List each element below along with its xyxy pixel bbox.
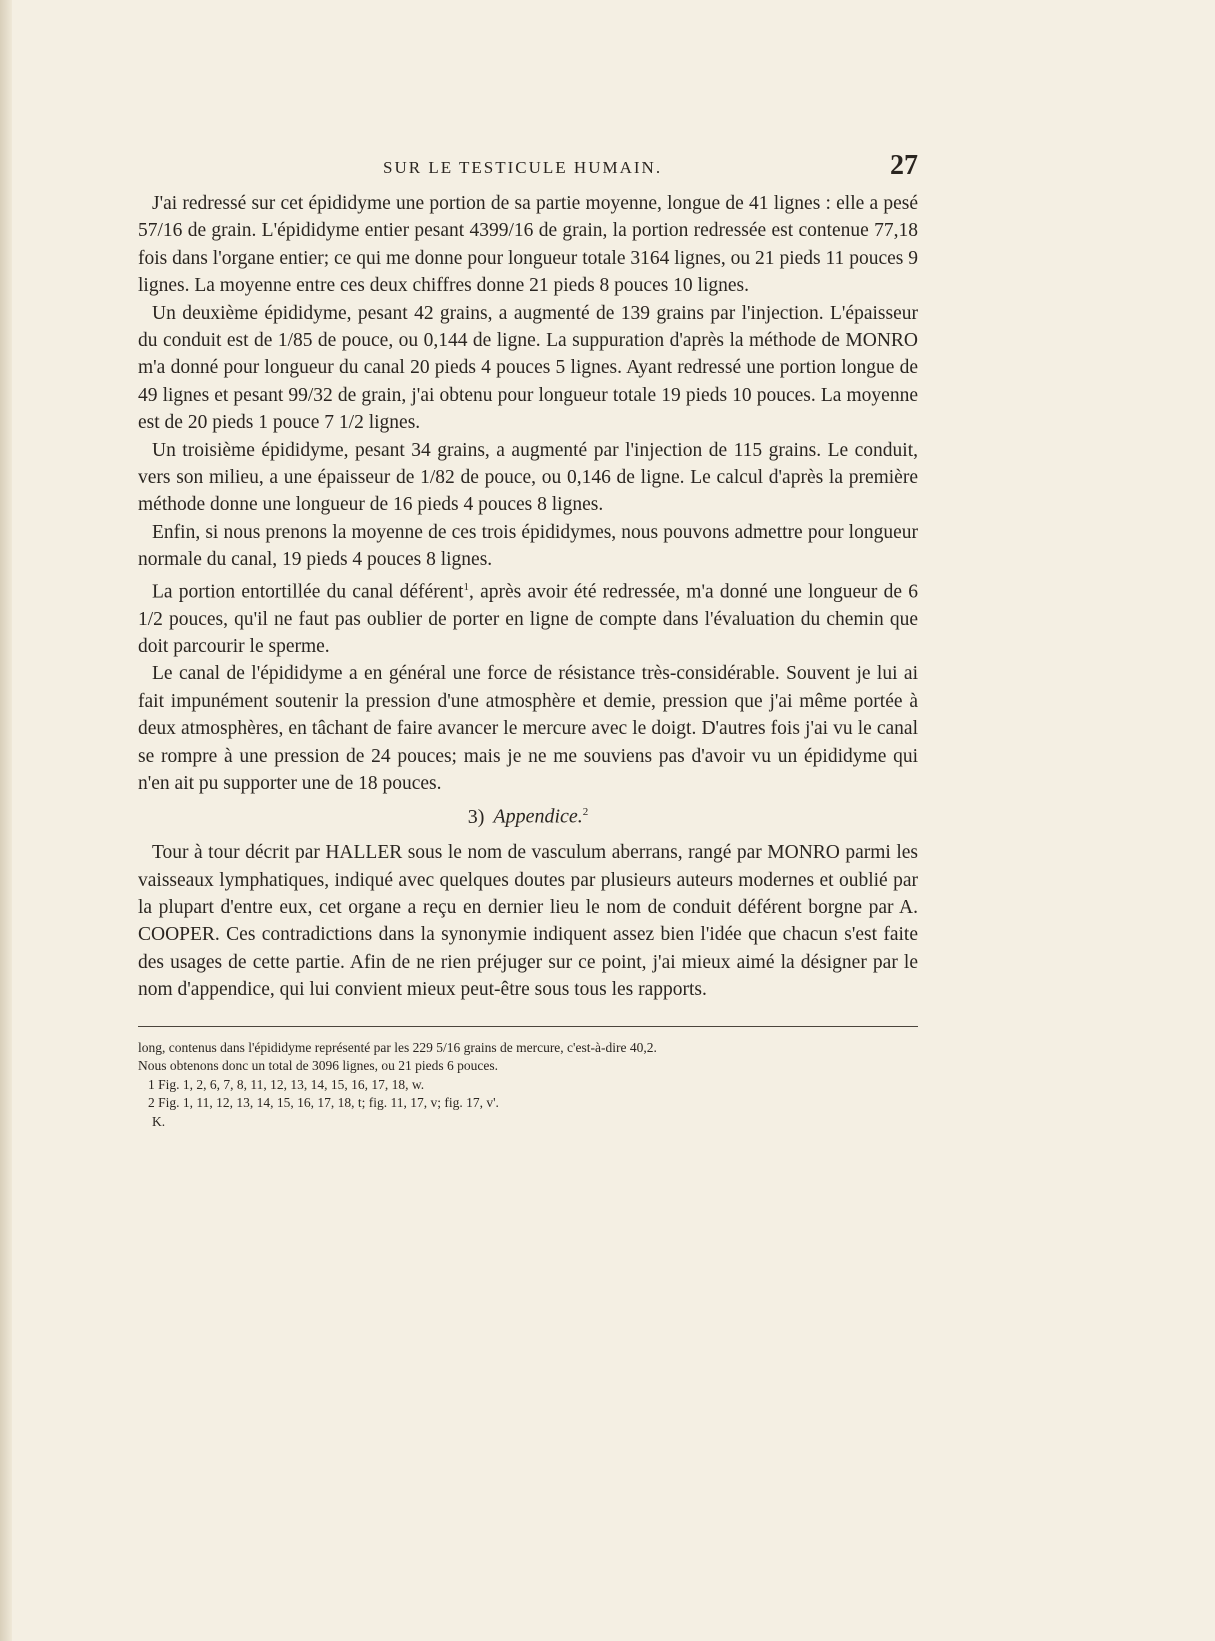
paragraph-second-epididymis: Un deuxième épididyme, pesant 42 grains, a augmenté de 139 grains par l'injection. L'épaisseur du conduit est de 1/85 de pouce, ou 0,144 de ligne. La suppuration d'après la méthode de MONRO m'a donné pour longueur du canal 20 pieds 4 pouces 5 lignes. Ayant redressé une portion longue de 49 lignes et pesant 99/32 de grain, j'ai obtenu pour longueur totale 19 pieds 10 pouces. La moyenne est de 20 pieds 1 pouce 7 1/2 lignes. <box>138 302 918 434</box>
footnote-continuation-line-1: long, contenus dans l'épididyme représenté par les 229 5/16 grains de mercure, c'est-à-dire 40,2. <box>138 1039 657 1055</box>
footnote-reference-1: 1 <box>463 580 470 593</box>
paragraph-average-length: Enfin, si nous prenons la moyenne de ces trois épididymes, nous pouvons admettre pour longueur normale du canal, 19 pieds 4 pouces 8 lignes. <box>138 521 918 571</box>
paragraph-first-epididymis: J'ai redressé sur cet épididyme une portion de sa partie moyenne, longue de 41 lignes : elle a pesé 57/16 de grain. L'épididyme entier pesant 4399/16 de grain, la portion redressée est contenue 77,18 fois dans l'organe entier; ce qui me donne pour longueur totale 3164 lignes, ou 21 pieds 11 pouces 9 lignes. La moyenne entre ces deux chiffres donne 21 pieds 8 pouces 10 lignes. <box>138 193 918 297</box>
footnote-reference-2: 2 <box>582 806 589 819</box>
running-title: SUR LE TESTICULE HUMAIN. <box>383 158 663 177</box>
paragraph-appendice: Tour à tour décrit par HALLER sous le nom de vasculum aberrans, rangé par MONRO parmi les vaisseaux lymphatiques, indiqué avec quelques doutes par plusieurs auteurs modernes et oublié par la plupart d'entre eux, cet organe a reçu en dernier lieu le nom de conduit déférent borgne par A. COOPER. Ces contradictions dans la synonymie indiquent assez bien l'idée que chacun s'est faite des usages de cette partie. Afin de ne rien préjuger sur ce point, j'ai mieux aimé la désigner par le nom d'appendice, qui lui convient mieux peut-être sous tous les rapports. <box>138 842 918 1001</box>
paragraph-canal-deferent-start: La portion entortillée du canal déférent <box>152 581 464 603</box>
page-header <box>138 150 918 190</box>
body-text <box>138 190 918 1004</box>
footnote-continuation-line-2: Nous obtenons donc un total de 3096 lignes, ou 21 pieds 6 pouces. <box>138 1058 498 1074</box>
footnote-divider <box>138 1026 918 1027</box>
paragraph-canal-deferent-end: , après avoir été redressée, m'a donné une longueur de 6 1/2 pouces, qu'il ne faut pas oublier de porter en ligne de compte dans l'évaluation du chemin que doit parcourir le sperme. <box>138 581 918 657</box>
book-page <box>138 150 918 1131</box>
page-number: 27 <box>890 150 918 181</box>
page-binding-edge <box>0 0 12 1641</box>
paragraph-canal-deferent <box>138 574 918 661</box>
footnote-1: 1 Fig. 1, 2, 6, 7, 8, 11, 12, 13, 14, 15, 16, 17, 18, w. <box>148 1076 425 1092</box>
footnotes <box>138 1039 918 1131</box>
paragraph-resistance: Le canal de l'épididyme a en général une force de résistance très-considérable. Souvent je lui ai fait impunément soutenir la pression d'une atmosphère et demie, pression que j'ai même portée à deux atmosphères, en tâchant de faire avancer le mercure avec le doigt. D'autres fois j'ai vu le canal se rompre à une pression de 24 pouces; mais je ne me souviens pas d'avoir vu un épididyme qui n'en ait pu supporter une de 18 pouces. <box>138 663 918 795</box>
paragraph-third-epididymis: Un troisième épididyme, pesant 34 grains, a augmenté par l'injection de 115 grains. Le conduit, vers son milieu, a une épaisseur de 1/82 de pouce, ou 0,146 de ligne. Le calcul d'après la première méthode donne une longueur de 16 pieds 4 pouces 8 lignes. <box>138 439 918 516</box>
section-heading-appendice <box>138 799 918 831</box>
signature-mark: K. <box>152 1113 166 1129</box>
footnote-2: 2 Fig. 1, 11, 12, 13, 14, 15, 16, 17, 18, t; fig. 11, 17, v; fig. 17, v'. <box>148 1095 499 1111</box>
section-number: 3) <box>467 806 485 829</box>
section-title: Appendice. <box>493 806 583 829</box>
